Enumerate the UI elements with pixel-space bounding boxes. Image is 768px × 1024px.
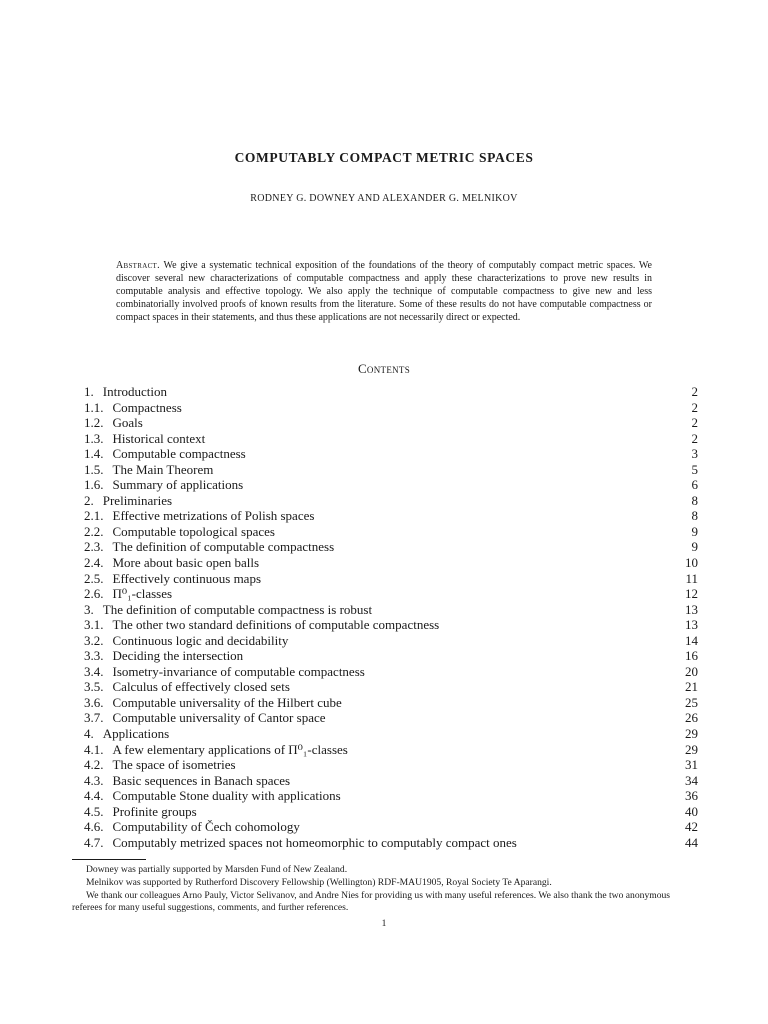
toc-entry-number: 1.2.	[84, 415, 104, 431]
toc-entry-number: 2.5.	[84, 570, 104, 586]
toc-entry[interactable]	[84, 835, 698, 851]
toc-entry[interactable]	[84, 742, 698, 758]
toc-entry[interactable]	[84, 415, 698, 431]
toc-entry-number: 1.6.	[84, 477, 104, 493]
toc-entry-number: 4.7.	[84, 834, 104, 850]
toc-entry[interactable]	[84, 710, 698, 726]
toc-entry-title: Continuous logic and decidability	[112, 632, 289, 648]
toc-entry-page: 40	[685, 803, 698, 819]
toc-entry-title: Computable universality of Cantor space	[112, 710, 326, 726]
toc-entry-title: Isometry-invariance of computable compactness	[112, 663, 365, 679]
toc-entry-number: 3.1.	[84, 617, 104, 633]
toc-entry-number: 1.1.	[84, 399, 104, 415]
toc-entry[interactable]	[84, 477, 698, 493]
toc-entry-number: 4.	[84, 726, 94, 742]
toc-entry[interactable]	[84, 539, 698, 555]
toc-entry-number: 2.	[84, 492, 94, 508]
toc-entry-title: The definition of computable compactness is robust	[102, 601, 373, 617]
toc-entry[interactable]	[84, 462, 698, 478]
toc-entry-title: Π⁰₁-classes	[112, 586, 173, 602]
toc-entry-page: 2	[691, 415, 698, 431]
toc-entry-page: 42	[685, 819, 698, 835]
footnote-acknowledgements: We thank our colleagues Arno Pauly, Victor Selivanov, and Andre Nies for providing us with many useful references. We also thank the two anonymous referees for many useful suggestions, comments, and further references.	[72, 889, 671, 914]
toc-entry-number: 2.1.	[84, 508, 104, 524]
toc-entry-number: 4.3.	[84, 772, 104, 788]
toc-entry-title: Basic sequences in Banach spaces	[112, 772, 291, 788]
page-number: 1	[381, 919, 387, 929]
toc-entry-title: Computable compactness	[112, 446, 246, 462]
toc-entry-page: 10	[685, 555, 698, 571]
toc-entry-number: 2.3.	[84, 539, 104, 555]
toc-entry-number: 4.2.	[84, 757, 104, 773]
toc-entry[interactable]	[84, 633, 698, 649]
footnote-melnikov: Melnikov was supported by Rutherford Discovery Fellowship (Wellington) RDF-MAU1905, Royal Society Te Aparangi.	[86, 876, 552, 888]
toc-entry[interactable]	[84, 648, 698, 664]
toc-entry-title: Historical context	[112, 430, 206, 446]
toc-entry[interactable]	[84, 384, 698, 400]
toc-entry-title: A few elementary applications of Π⁰₁-classes	[112, 741, 348, 757]
abstract-label: Abstract.	[116, 260, 160, 271]
toc-entry-page: 8	[691, 492, 698, 508]
toc-entry-number: 2.2.	[84, 523, 104, 539]
toc-entry-number: 3.	[84, 601, 94, 617]
toc-entry-title: The Main Theorem	[112, 461, 214, 477]
toc-entry-page: 34	[685, 772, 698, 788]
toc-entry-title: Computable topological spaces	[112, 523, 275, 539]
toc-entry[interactable]	[84, 431, 698, 447]
toc-entry[interactable]	[84, 555, 698, 571]
toc-entry-number: 4.5.	[84, 803, 104, 819]
toc-entry-page: 8	[691, 508, 698, 524]
toc-entry-number: 1.	[84, 384, 94, 399]
toc-entry-title: Compactness	[112, 399, 182, 415]
footnote-downey: Downey was partially supported by Marsden Fund of New Zealand.	[86, 864, 348, 875]
toc-entry[interactable]	[84, 571, 698, 587]
toc-entry-title: The space of isometries	[112, 757, 236, 773]
toc-entry-page: 44	[685, 834, 698, 850]
footnotes	[72, 864, 698, 915]
toc-entry[interactable]	[84, 446, 698, 462]
toc-entry-title: Applications	[102, 726, 170, 742]
toc-entry-number: 1.4.	[84, 446, 104, 462]
toc-entry-page: 2	[691, 430, 698, 446]
toc-entry-page: 9	[691, 539, 698, 555]
toc-entry[interactable]	[84, 819, 698, 835]
toc-entry[interactable]	[84, 773, 698, 789]
toc-entry-number: 4.6.	[84, 819, 104, 835]
toc-entry-page: 13	[685, 617, 698, 633]
toc-entry-page: 3	[691, 446, 698, 462]
toc-entry-page: 6	[691, 477, 698, 493]
toc-entry-title: Goals	[112, 415, 143, 431]
toc-entry-title: Computability of Čech cohomology	[112, 819, 300, 835]
toc-entry[interactable]	[84, 664, 698, 680]
toc-entry-title: Computable universality of the Hilbert cube	[112, 694, 342, 710]
toc-entry-number: 3.5.	[84, 679, 104, 695]
toc-entry-number: 3.4.	[84, 663, 104, 679]
toc-entry-page: 25	[685, 694, 698, 710]
toc-entry[interactable]	[84, 726, 698, 742]
toc-entry-title: Computable Stone duality with applications	[112, 788, 341, 804]
abstract	[116, 259, 652, 324]
toc-entry-title: Calculus of effectively closed sets	[112, 679, 290, 695]
toc-entry[interactable]	[84, 493, 698, 509]
toc-entry-page: 9	[691, 523, 698, 539]
toc-entry-page: 26	[685, 710, 698, 726]
toc-entry-title: Deciding the intersection	[112, 648, 244, 664]
toc-entry-number: 3.2.	[84, 632, 104, 648]
toc-entry-title: Effectively continuous maps	[112, 570, 262, 586]
table-of-contents	[84, 384, 698, 850]
footnote-rule	[72, 859, 146, 860]
toc-entry-number: 2.6.	[84, 586, 104, 602]
toc-entry-number: 3.7.	[84, 710, 104, 726]
toc-entry-number: 1.5.	[84, 461, 104, 477]
contents-heading: Contents	[357, 361, 411, 376]
toc-entry-page: 31	[685, 757, 698, 773]
toc-entry[interactable]	[84, 602, 698, 618]
toc-entry-title: Computably metrized spaces not homeomorphic to computably compact ones	[112, 834, 517, 850]
toc-entry-page: 29	[685, 726, 698, 742]
toc-entry-page: 36	[685, 788, 698, 804]
toc-entry-title: Introduction	[102, 384, 168, 399]
toc-entry[interactable]	[84, 788, 698, 804]
toc-entry-number: 1.3.	[84, 430, 104, 446]
toc-entry-title: Summary of applications	[112, 477, 244, 493]
toc-entry-page: 14	[685, 632, 698, 648]
toc-entry-title: The other two standard definitions of computable compactness	[112, 617, 440, 633]
toc-entry-page: 29	[685, 741, 698, 757]
paper-title: COMPUTABLY COMPACT METRIC SPACES	[234, 150, 534, 165]
toc-entry[interactable]	[84, 804, 698, 820]
toc-entry-title: More about basic open balls	[112, 555, 260, 571]
toc-entry-title: Effective metrizations of Polish spaces	[112, 508, 315, 524]
toc-entry-title: Preliminaries	[102, 492, 173, 508]
toc-entry-page: 20	[685, 663, 698, 679]
toc-entry-page: 5	[691, 461, 698, 477]
toc-entry[interactable]	[84, 679, 698, 695]
toc-entry[interactable]	[84, 617, 698, 633]
toc-entry-number: 4.4.	[84, 788, 104, 804]
toc-entry[interactable]	[84, 695, 698, 711]
abstract-text: We give a systematic technical exposition of the foundations of the theory of computably compact metric spaces. We discover several new characterizations of computable compactness and apply these characterizations to prove new results in computable analysis and effective topology. We also apply the technique of computable compactness to give new and less combinatorially involved proofs of known results from the literature. Some of these results do not have computable compactness or compact spaces in their statements, and thus these applications are not necessarily direct or expected.	[116, 260, 652, 324]
paper-authors: RODNEY G. DOWNEY AND ALEXANDER G. MELNIKOV	[250, 193, 518, 204]
toc-entry-page: 21	[685, 679, 698, 695]
toc-entry-page: 2	[691, 384, 698, 399]
toc-entry-page: 13	[685, 601, 698, 617]
toc-entry-number: 3.6.	[84, 694, 104, 710]
toc-entry-title: Profinite groups	[112, 803, 197, 819]
toc-entry-number: 3.3.	[84, 648, 104, 664]
toc-entry[interactable]	[84, 586, 698, 602]
toc-entry-title: The definition of computable compactness	[112, 539, 335, 555]
toc-entry-number: 2.4.	[84, 555, 104, 571]
toc-entry[interactable]	[84, 508, 698, 524]
toc-entry-number: 4.1.	[84, 741, 104, 757]
toc-entry[interactable]	[84, 524, 698, 540]
toc-entry-page: 16	[685, 648, 698, 664]
toc-entry-page: 11	[685, 570, 698, 586]
toc-entry[interactable]	[84, 757, 698, 773]
toc-entry-page: 2	[691, 399, 698, 415]
toc-entry-page: 12	[685, 586, 698, 602]
toc-entry[interactable]	[84, 400, 698, 416]
